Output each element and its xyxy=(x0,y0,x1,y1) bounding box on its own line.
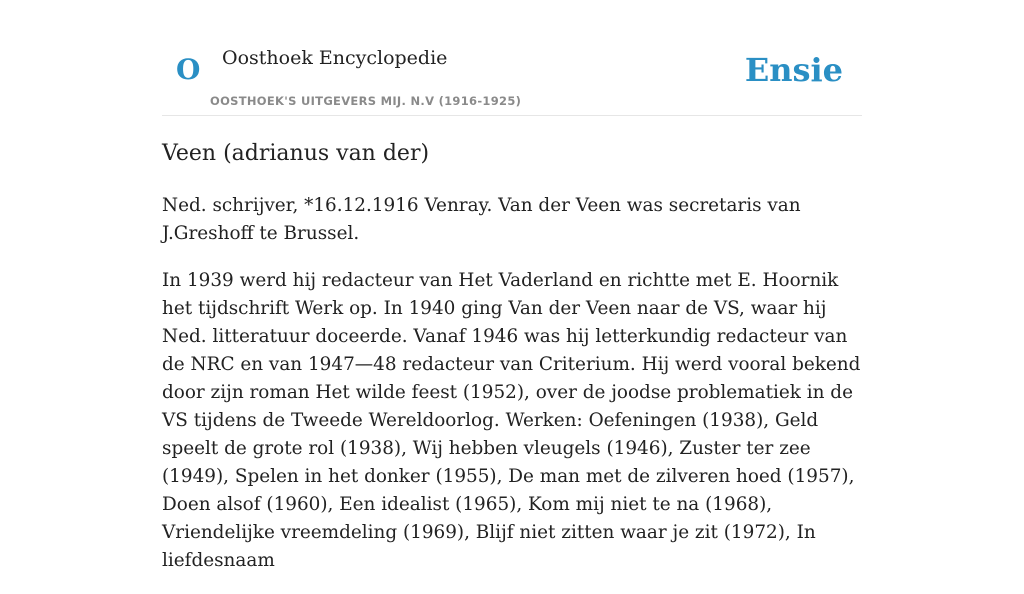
site-title-link[interactable]: Oosthoek Encyclopedie xyxy=(222,47,448,69)
article-title: Veen (adrianus van der) xyxy=(162,141,430,166)
article-paragraph: In 1939 werd hij redacteur van Het Vaderland en richtte met E. Hoornik het tijdschrift Werk op. In 1940 ging Van der Veen naar de VS, waar hij Ned. litteratuur doceerde. Vanaf 1946 was hij letterkundig redacteur van de NRC en van 1947—48 redacteur van Criterium. Hij werd vooral bekend door zijn roman Het wilde feest (1952), over de joodse problematiek in de VS tijdens de Tweede Wereldoorlog. Werken: Oefeningen (1938), Geld speelt de grote rol (1938), Wij hebben vleugels (1946), Zuster ter zee (1949), Spelen in het donker (1955), De man met de zilveren hoed (1957), Doen alsof (1960), Een idealist (1965), Kom mij niet te na (1968), Vriendelijke vreemdeling (1969), Blijf niet zitten waar je zit (1972), In liefdesnaam xyxy=(162,270,861,571)
article-paragraph: Ned. schrijver, *16.12.1916 Venray. Van der Veen was secretaris van J.Greshoff te Brussel. xyxy=(162,195,801,244)
header-divider xyxy=(162,115,862,116)
publisher-subtitle: OOSTHOEK'S UITGEVERS MIJ. N.V (1916-1925) xyxy=(210,94,522,108)
ensie-brand-link[interactable]: Ensie xyxy=(744,51,843,89)
article-body xyxy=(162,192,864,594)
site-logo[interactable]: O xyxy=(176,53,201,86)
